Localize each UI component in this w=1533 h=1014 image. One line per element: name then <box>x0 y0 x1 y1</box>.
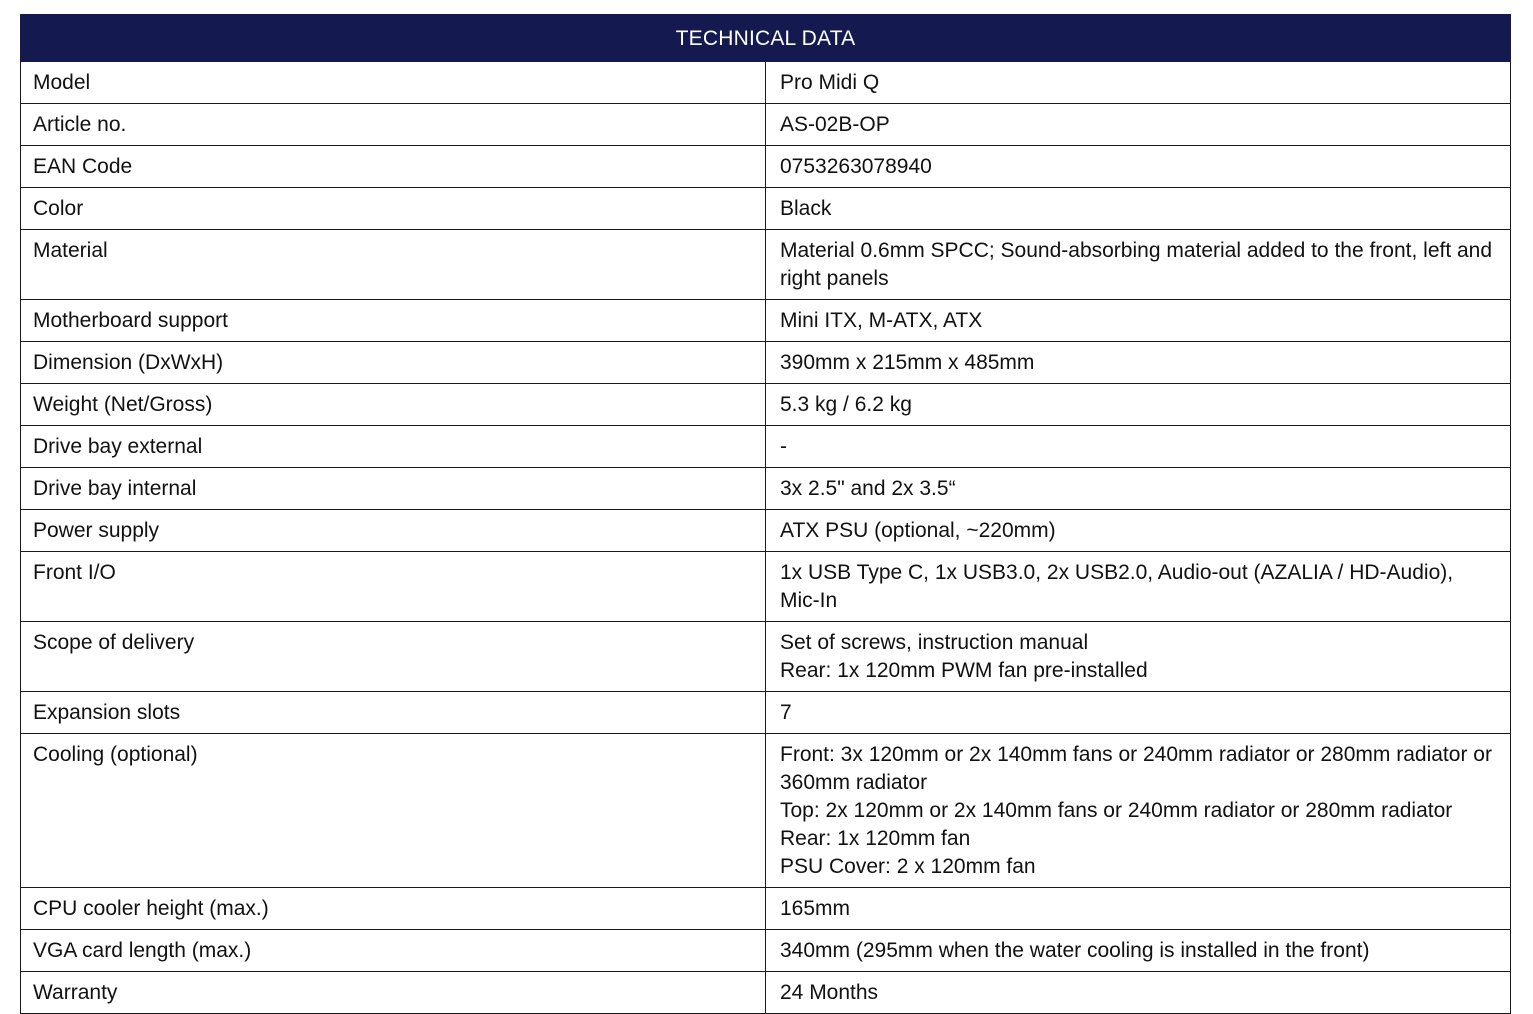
table-row <box>21 384 1511 426</box>
spec-value <box>766 146 1511 188</box>
table-header-row <box>21 15 1511 62</box>
spec-label: Dimension (DxWxH) <box>21 342 766 384</box>
technical-data-table <box>20 14 1511 1014</box>
spec-value-line: ATX PSU (optional, ~220mm) <box>780 519 1056 542</box>
table-row <box>21 342 1511 384</box>
spec-value-line: 7 <box>780 701 792 724</box>
spec-value-line: Rear: 1x 120mm PWM fan pre-installed <box>780 659 1148 682</box>
table-row <box>21 104 1511 146</box>
table-row <box>21 622 1511 692</box>
spec-value-line: 5.3 kg / 6.2 kg <box>780 393 912 416</box>
table-row <box>21 734 1511 888</box>
spec-label: Drive bay internal <box>21 468 766 510</box>
spec-value <box>766 510 1511 552</box>
spec-label: Warranty <box>21 972 766 1014</box>
spec-label: CPU cooler height (max.) <box>21 888 766 930</box>
spec-value <box>766 104 1511 146</box>
spec-value <box>766 552 1511 622</box>
spec-label: Model <box>21 62 766 104</box>
spec-label: Scope of delivery <box>21 622 766 692</box>
spec-value <box>766 384 1511 426</box>
spec-value <box>766 342 1511 384</box>
table-row <box>21 972 1511 1014</box>
spec-label: EAN Code <box>21 146 766 188</box>
spec-value <box>766 622 1511 692</box>
spec-value <box>766 62 1511 104</box>
spec-label: Power supply <box>21 510 766 552</box>
spec-label: Material <box>21 230 766 300</box>
spec-value-line: 3x 2.5" and 2x 3.5“ <box>780 477 956 500</box>
spec-label: Cooling (optional) <box>21 734 766 888</box>
spec-value <box>766 734 1511 888</box>
spec-value-line: Front: 3x 120mm or 2x 140mm fans or 240mm radiator or 280mm radiator or 360mm radiator <box>780 743 1492 794</box>
spec-value-line: PSU Cover: 2 x 120mm fan <box>780 855 1036 878</box>
spec-value <box>766 426 1511 468</box>
spec-value <box>766 972 1511 1014</box>
table-row <box>21 300 1511 342</box>
spec-value-line: - <box>780 435 787 458</box>
spec-value <box>766 230 1511 300</box>
spec-value <box>766 692 1511 734</box>
spec-label: Weight (Net/Gross) <box>21 384 766 426</box>
spec-value-line: Top: 2x 120mm or 2x 140mm fans or 240mm radiator or 280mm radiator <box>780 799 1453 822</box>
spec-value-line: 165mm <box>780 897 851 920</box>
table-row <box>21 188 1511 230</box>
table-row <box>21 230 1511 300</box>
spec-value-line: 390mm x 215mm x 485mm <box>780 351 1035 374</box>
table-body <box>21 62 1511 1014</box>
spec-label: Color <box>21 188 766 230</box>
spec-value <box>766 468 1511 510</box>
spec-value <box>766 188 1511 230</box>
spec-value-line: Mini ITX, M-ATX, ATX <box>780 309 983 332</box>
spec-label: VGA card length (max.) <box>21 930 766 972</box>
table-row <box>21 62 1511 104</box>
table-row <box>21 930 1511 972</box>
spec-value <box>766 300 1511 342</box>
spec-label: Motherboard support <box>21 300 766 342</box>
spec-value-line: 1x USB Type C, 1x USB3.0, 2x USB2.0, Audio-out (AZALIA / HD-Audio), Mic-In <box>780 561 1454 612</box>
table-row <box>21 692 1511 734</box>
spec-value-line: 24 Months <box>780 981 879 1004</box>
spec-value <box>766 888 1511 930</box>
table-title: TECHNICAL DATA <box>21 15 1511 62</box>
spec-label: Article no. <box>21 104 766 146</box>
spec-label: Expansion slots <box>21 692 766 734</box>
table-row <box>21 888 1511 930</box>
spec-value <box>766 930 1511 972</box>
spec-value-line: Set of screws, instruction manual <box>780 631 1089 654</box>
table-row <box>21 468 1511 510</box>
spec-value-line: AS-02B-OP <box>780 113 890 136</box>
spec-value-line: Pro Midi Q <box>780 71 880 94</box>
spec-label: Drive bay external <box>21 426 766 468</box>
table-row <box>21 146 1511 188</box>
spec-label: Front I/O <box>21 552 766 622</box>
spec-value-line: Black <box>780 197 832 220</box>
table-row <box>21 510 1511 552</box>
spec-value-line: Material 0.6mm SPCC; Sound-absorbing material added to the front, left and right panels <box>780 239 1493 290</box>
spec-value-line: 340mm (295mm when the water cooling is installed in the front) <box>780 939 1370 962</box>
table-row <box>21 426 1511 468</box>
spec-value-line: 0753263078940 <box>780 155 932 178</box>
table-row <box>21 552 1511 622</box>
spec-value-line: Rear: 1x 120mm fan <box>780 827 971 850</box>
